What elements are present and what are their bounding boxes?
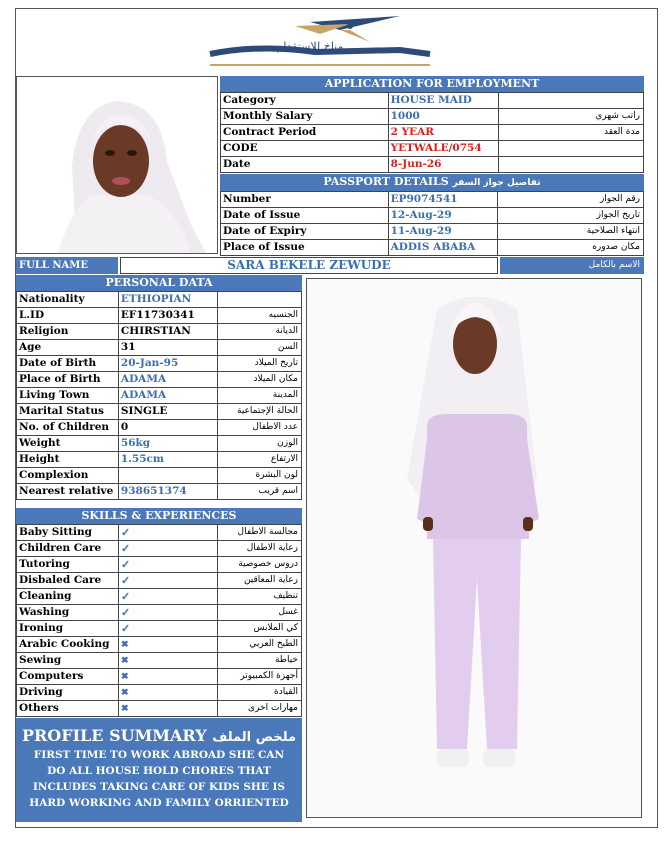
row-arabic: الحالة الإجتماعية (218, 404, 302, 420)
skill-label: Others (17, 701, 119, 717)
row-label: Nearest relative (17, 484, 119, 500)
applicant-headshot (16, 76, 218, 254)
row-arabic: الوزن (218, 436, 302, 452)
passport-number-label: Number (221, 192, 389, 208)
row-arabic: السن (218, 340, 302, 356)
table-row (17, 589, 302, 605)
row-label: Height (17, 452, 119, 468)
contract-value: 2 YEAR (388, 125, 498, 141)
row-label: Living Town (17, 388, 119, 404)
table-row (17, 621, 302, 637)
row-label: Date of Birth (17, 356, 119, 372)
passport-title-bar (220, 174, 644, 191)
passport-number-value: EP9074541 (388, 192, 498, 208)
place-of-issue-arabic: مكان صدوره (498, 240, 644, 256)
row-value: 0 (118, 420, 217, 436)
issue-date-label: Date of Issue (221, 208, 389, 224)
skill-cross-icon: ✖ (118, 637, 217, 653)
profile-summary-text: FIRST TIME TO WORK ABROAD SHE CAN DO ALL HOUSE HOLD CHORES THAT INCLUDES TAKING CARE OF KIDS SHE IS HARD WORKING AND FAMILY ORRIENTED (29, 749, 289, 809)
row-value: 31 (118, 340, 217, 356)
table-row (17, 452, 302, 468)
contract-arabic: مدة العقد (498, 125, 643, 141)
table-row (17, 701, 302, 717)
skill-arabic: رعاية المعاقين (218, 573, 302, 589)
skill-label: Tutoring (17, 557, 119, 573)
table-row (17, 468, 302, 484)
row-arabic: الارتفاع (218, 452, 302, 468)
skill-check-icon: ✓ (118, 525, 217, 541)
profile-summary-title-ar: ملخص الملف (212, 730, 297, 745)
skill-arabic: مجالسة الاطفال (218, 525, 302, 541)
table-row (17, 557, 302, 573)
skill-arabic: غسل (218, 605, 302, 621)
skill-label: Ironing (17, 621, 119, 637)
row-label: Weight (17, 436, 119, 452)
profile-summary-box (16, 718, 302, 822)
skill-label: Driving (17, 685, 119, 701)
table-row (17, 653, 302, 669)
row-arabic (218, 292, 302, 308)
table-row (17, 340, 302, 356)
table-row (17, 372, 302, 388)
expiry-date-arabic: انتهاء الصلاحية (498, 224, 644, 240)
skill-label: Baby Sitting (17, 525, 119, 541)
row-value: 938651374 (118, 484, 217, 500)
row-value: SINGLE (118, 404, 217, 420)
table-row (221, 157, 644, 173)
row-arabic: لون البشرة (218, 468, 302, 484)
skill-cross-icon: ✖ (118, 669, 217, 685)
row-value: EF11730341 (118, 308, 217, 324)
table-row (17, 404, 302, 420)
skill-check-icon: ✓ (118, 621, 217, 637)
skill-check-icon: ✓ (118, 573, 217, 589)
skill-check-icon: ✓ (118, 557, 217, 573)
row-arabic: مكان الميلاد (218, 372, 302, 388)
table-row (17, 637, 302, 653)
skill-arabic: خياطة (218, 653, 302, 669)
code-label: CODE (221, 141, 389, 157)
place-of-issue-label: Place of Issue (221, 240, 389, 256)
row-arabic: عدد الاطفال (218, 420, 302, 436)
skill-check-icon: ✓ (118, 541, 217, 557)
skill-check-icon: ✓ (118, 589, 217, 605)
table-row (17, 484, 302, 500)
profile-summary-heading (16, 726, 302, 745)
issue-date-arabic: تاريخ الجواز (498, 208, 644, 224)
row-value: ADAMA (118, 388, 217, 404)
table-row (17, 525, 302, 541)
skills-table (16, 524, 302, 717)
row-label: L.ID (17, 308, 119, 324)
personal-data-title: PERSONAL DATA (16, 275, 302, 291)
row-label: No. of Children (17, 420, 119, 436)
skill-cross-icon: ✖ (118, 701, 217, 717)
row-arabic: الجنسيه (218, 308, 302, 324)
table-row (221, 208, 644, 224)
table-row (221, 125, 644, 141)
skills-title: SKILLS & EXPERIENCES (16, 508, 302, 524)
row-label: Nationality (17, 292, 119, 308)
row-arabic: المدينة (218, 388, 302, 404)
skill-cross-icon: ✖ (118, 653, 217, 669)
category-arabic (498, 93, 643, 109)
table-row (221, 224, 644, 240)
skill-check-icon: ✓ (118, 605, 217, 621)
profile-summary-title: PROFILE SUMMARY (21, 726, 207, 745)
skill-arabic: مهارات اخرى (218, 701, 302, 717)
date-value: 8-Jun-26 (388, 157, 498, 173)
passport-number-arabic: رقم الجواز (498, 192, 644, 208)
row-value: 20-Jan-95 (118, 356, 217, 372)
passport-title-ar: تفاصيل جواز السفر (452, 178, 541, 188)
place-of-issue-value: ADDIS ABABA (388, 240, 498, 256)
skill-cross-icon: ✖ (118, 685, 217, 701)
row-value: 1.55cm (118, 452, 217, 468)
skill-label: Computers (17, 669, 119, 685)
skill-label: Disbaled Care (17, 573, 119, 589)
table-row (17, 605, 302, 621)
table-row (17, 541, 302, 557)
applicant-full-photo (306, 278, 642, 818)
passport-title: PASSPORT DETAILS (323, 175, 449, 188)
salary-label: Monthly Salary (221, 109, 389, 125)
table-row (17, 669, 302, 685)
row-value: 56kg (118, 436, 217, 452)
date-label: Date (221, 157, 389, 173)
table-row (17, 420, 302, 436)
row-value: ETHIOPIAN (118, 292, 217, 308)
salary-value: 1000 (388, 109, 498, 125)
row-label: Place of Birth (17, 372, 119, 388)
skill-arabic: القيادة (218, 685, 302, 701)
row-arabic: تاريخ الميلاد (218, 356, 302, 372)
skill-label: Children Care (17, 541, 119, 557)
table-row (17, 324, 302, 340)
category-value: HOUSE MAID (388, 93, 498, 109)
table-row (221, 240, 644, 256)
table-row (17, 685, 302, 701)
logo-arabic-text: مناخ للإستقدام (276, 40, 344, 53)
row-label: Complexion (17, 468, 119, 484)
table-row (17, 436, 302, 452)
expiry-date-value: 11-Aug-29 (388, 224, 498, 240)
date-arabic (498, 157, 643, 173)
category-label: Category (221, 93, 389, 109)
full-name-arabic: الاسم بالكامل (500, 257, 644, 274)
table-row (17, 573, 302, 589)
full-name-value: SARA BEKELE ZEWUDE (120, 257, 498, 274)
table-row (221, 93, 644, 109)
skill-label: Arabic Cooking (17, 637, 119, 653)
table-row (17, 308, 302, 324)
code-value: YETWALE/0754 (388, 141, 498, 157)
row-value: ADAMA (118, 372, 217, 388)
application-table (220, 92, 644, 173)
passport-table (220, 191, 644, 256)
code-arabic (498, 141, 643, 157)
full-name-label: FULL NAME (16, 257, 118, 274)
table-row (17, 292, 302, 308)
row-label: Religion (17, 324, 119, 340)
contract-label: Contract Period (221, 125, 389, 141)
table-row (221, 141, 644, 157)
row-label: Age (17, 340, 119, 356)
salary-arabic: راتب شهري (498, 109, 643, 125)
skill-label: Sewing (17, 653, 119, 669)
row-arabic: اسم قريب (218, 484, 302, 500)
row-arabic: الديانة (218, 324, 302, 340)
application-title: APPLICATION FOR EMPLOYMENT (220, 76, 644, 92)
row-value: CHIRSTIAN (118, 324, 217, 340)
personal-data-table (16, 291, 302, 500)
row-value (118, 468, 217, 484)
skill-arabic: رعاية الاطفال (218, 541, 302, 557)
skill-arabic: تنظيف (218, 589, 302, 605)
issue-date-value: 12-Aug-29 (388, 208, 498, 224)
table-row (17, 356, 302, 372)
skill-arabic: كي الملابس (218, 621, 302, 637)
expiry-date-label: Date of Expiry (221, 224, 389, 240)
skill-arabic: الطبخ العربي (218, 637, 302, 653)
skill-arabic: دروس خصوصية (218, 557, 302, 573)
table-row (221, 109, 644, 125)
table-row (221, 192, 644, 208)
skill-label: Cleaning (17, 589, 119, 605)
skill-label: Washing (17, 605, 119, 621)
row-label: Marital Status (17, 404, 119, 420)
table-row (17, 388, 302, 404)
skill-arabic: أجهزة الكمبيوتر (218, 669, 302, 685)
